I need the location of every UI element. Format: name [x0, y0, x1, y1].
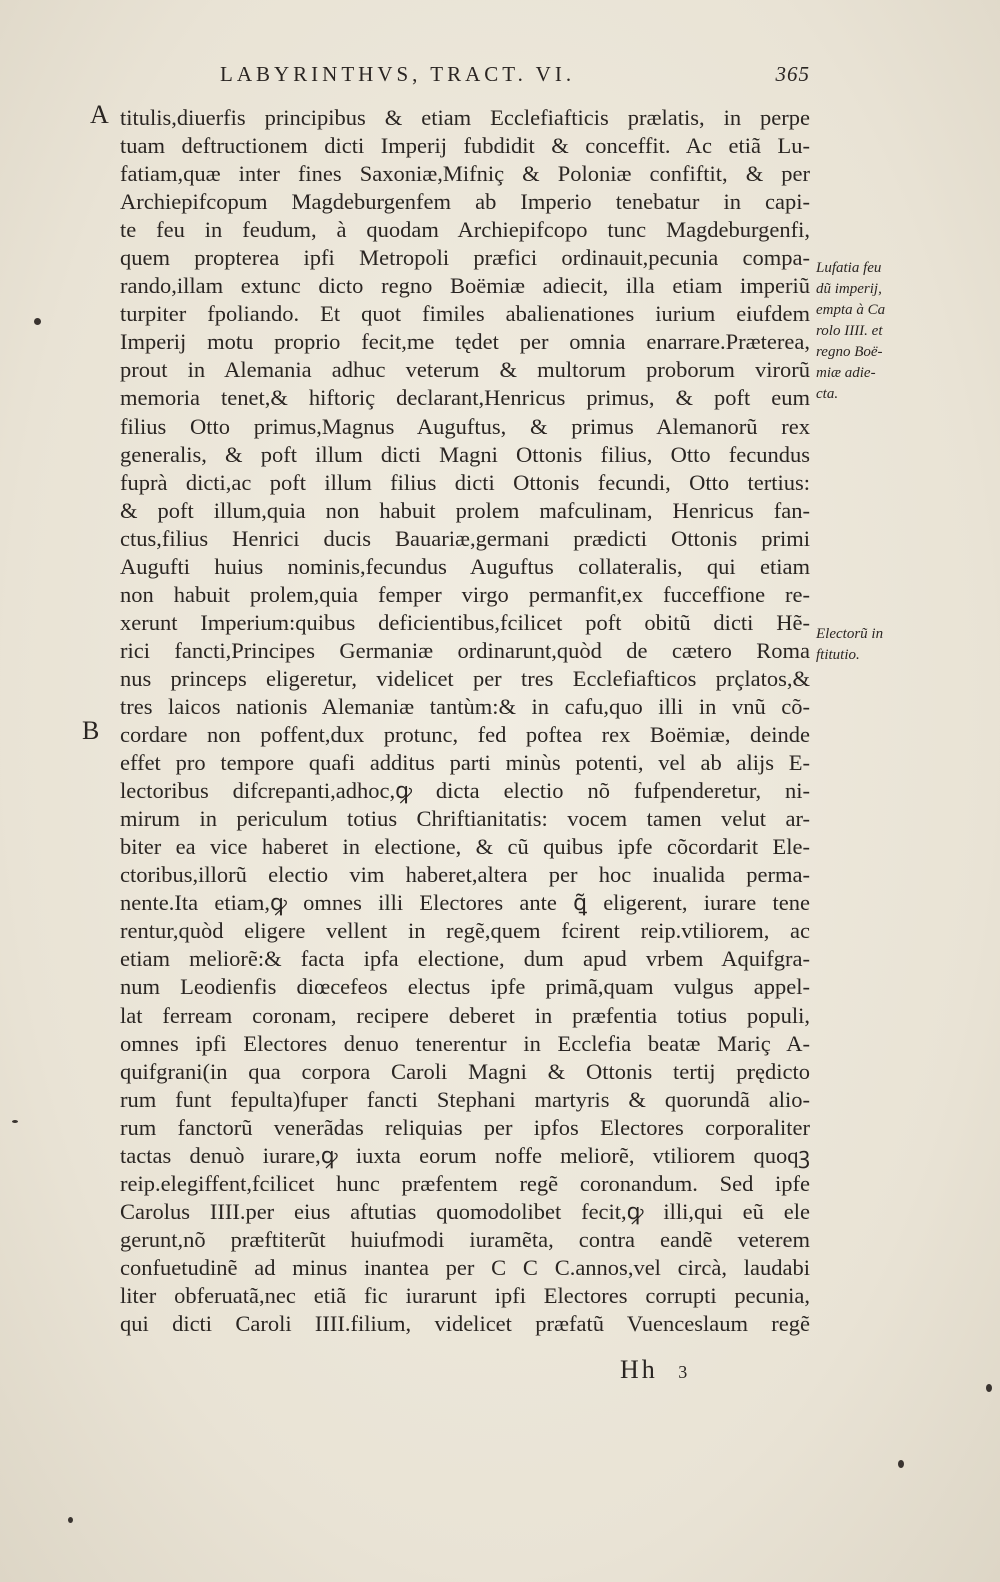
margin-note-line: regno Boë-	[816, 344, 883, 360]
text-line: qui dicti Caroli IIII.filium, videlicet præfatũ Vuenceslaum regẽ	[120, 1311, 810, 1337]
signature-number: 3	[678, 1362, 688, 1382]
text-line: xerunt Imperium:quibus deficientibus,fcilicet poft obitũ dicti Hẽ-	[120, 609, 810, 635]
margin-note-line: Lufatia feu	[816, 260, 882, 276]
text-line: rando,illam extunc dicto regno Boëmiæ adiecit, illa etiam imperiũ	[120, 273, 810, 299]
text-line: tuam deftructionem dicti Imperij fubdidit & conceffit. Ac etiã Lu-	[120, 133, 810, 159]
ink-speck	[34, 318, 41, 325]
text-line: Augufti huius nominis,fecundus Auguftus collateralis, qui etiam	[120, 553, 810, 579]
margin-note-line: dũ imperij,	[816, 281, 882, 297]
margin-note-line: miæ adie-	[816, 365, 876, 381]
main-text-block	[120, 104, 810, 1338]
text-line: generalis, & poft illum dicti Magni Ottonis filius, Otto fecundus	[120, 441, 810, 467]
text-line: fuprà dicti,ac poft illum filius dicti Ottonis fecundi, Otto tertius:	[120, 469, 810, 495]
text-line: filius Otto primus,Magnus Auguftus, & primus Alemanorũ rex	[120, 413, 810, 439]
section-marker-a: A	[90, 100, 109, 129]
text-line: prout in Alemania adhuc veterum & multorum proborum virorũ	[120, 357, 810, 383]
text-line: etiam meliorẽ:& facta ipfa electione, dum apud vrbem Aquifgra-	[120, 946, 810, 972]
text-line: cordare non poffent,dux protunc, fed poftea rex Boëmiæ, deinde	[120, 722, 810, 748]
text-line: nente.Ita etiam,ꝙ omnes illi Electores ante ꝗ̃ eligerent, iurare tene	[120, 890, 810, 916]
text-line: rum funt fepulta)fuper fancti Stephani martyris & quorundã alio-	[120, 1086, 810, 1112]
text-line: rentur,quòd eligere vellent in regẽ,quem fcirent reip.vtiliorem, ac	[120, 918, 810, 944]
running-header	[220, 62, 810, 92]
text-line: lectoribus difcrepanti,adhoc,ꝙ dicta electio nõ fufpenderetur, ni-	[120, 778, 810, 804]
text-line: Imperij motu proprio fecit,me tędet per omnia enarrare.Præterea,	[120, 329, 810, 355]
text-line: Carolus IIII.per eius aftutias quomodolibet fecit,ꝙ illi,qui eũ ele	[120, 1198, 810, 1224]
ink-speck	[68, 1517, 73, 1523]
text-line: omnes ipfi Electores denuo tenerentur in Ecclefia beatæ Mariç A-	[120, 1030, 810, 1056]
text-line: effet pro tempore quafi additus parti minùs potenti, vel ab alijs E-	[120, 750, 810, 776]
page-footer	[620, 1355, 687, 1385]
text-line: tactas denuò iurare,ꝙ iuxta eorum noffe meliorẽ, vtiliorem quoqꝫ	[120, 1142, 810, 1168]
margin-note-lusatia	[816, 258, 986, 405]
text-line: gerunt,nõ præftiterũt huiufmodi iuramẽta, contra eandẽ veterem	[120, 1226, 810, 1252]
text-line: Archiepifcopum Magdeburgenfem ab Imperio tenebatur in capi-	[120, 189, 810, 215]
text-line: lat ferream coronam, recipere deberet in præfentia totius populi,	[120, 1002, 810, 1028]
ink-speck	[986, 1384, 992, 1392]
text-line: fatiam,quæ inter fines Saxoniæ,Mifniç & Poloniæ confiftit, & per	[120, 161, 810, 187]
text-line: titulis,diuerfis principibus & etiam Ecclefiafticis prælatis, in perpe	[120, 105, 810, 130]
ink-speck	[898, 1460, 904, 1468]
text-line: liter obferuatã,nec etiã fic iurarunt ipfi Electores corrupti pecunia,	[120, 1282, 810, 1308]
ink-speck	[12, 1120, 18, 1123]
text-line: tres laicos nationis Alemaniæ tantùm:& in cafu,quo illi in vnũ cõ-	[120, 693, 810, 719]
text-line: reip.elegiffent,fcilicet hunc præfentem regẽ coronandum. Sed ipfe	[120, 1170, 810, 1196]
text-line: turpiter fpoliando. Et quot fimiles abalienationes iurium eiufdem	[120, 301, 810, 327]
signature-mark: Hh	[620, 1355, 658, 1384]
text-line: memoria tenet,& hiftoriç declarant,Henricus primus, & poft eum	[120, 385, 810, 411]
text-line: rum fanctorũ venerãdas reliquias per ipfos Electores corporaliter	[120, 1114, 810, 1140]
text-line: num Leodienfis diœcefeos electus ipfe primã,quam vulgus appel-	[120, 974, 810, 1000]
text-line: quem propterea ipfi Metropoli præfici ordinauit,pecunia compa-	[120, 245, 810, 271]
text-line: confuetudinẽ ad minus inantea per C C C.annos,vel circà, laudabi	[120, 1254, 810, 1280]
text-line: nus princeps eligeretur, videlicet per tres Ecclefiafticos prçlatos,&	[120, 665, 810, 691]
text-line: ctoribus,illorũ electio vim haberet,altera per hoc inualida perma-	[120, 862, 810, 888]
text-line: quifgrani(in qua corpora Caroli Magni & Ottonis tertij prędicto	[120, 1058, 810, 1084]
margin-note-line: Electorũ in	[816, 626, 884, 642]
text-line: biter ea vice haberet in electione, & cũ quibus ipfe cõcordarit Ele-	[120, 834, 810, 860]
text-line: rici fancti,Principes Germaniæ ordinarunt,quòd de cætero Roma	[120, 637, 810, 663]
text-line: ctus,filius Henrici ducis Bauariæ,germani prædicti Ottonis primi	[120, 525, 810, 551]
text-line: & poft illum,quia non habuit prolem mafculinam, Henricus fan-	[120, 497, 810, 523]
text-line: mirum in periculum totius Chriftianitatis: vocem tamen velut ar-	[120, 806, 810, 832]
margin-note-line: rolo IIII. et	[816, 323, 883, 339]
margin-note-line: ftitutio.	[816, 647, 860, 663]
margin-note-electors	[816, 624, 986, 666]
section-marker-b: B	[82, 716, 100, 745]
text-line: non habuit prolem,quia femper virgo permanfit,ex fucceffione re-	[120, 581, 810, 607]
margin-note-line: cta.	[816, 386, 839, 402]
header-title: LABYRINTHVS, TRACT. VI.	[220, 62, 576, 86]
text-line: te feu in feudum, à quodam Archiepifcopo tunc Magdeburgenfi,	[120, 217, 810, 243]
page-number: 365	[775, 62, 810, 86]
margin-note-line: empta à Ca	[816, 302, 886, 318]
